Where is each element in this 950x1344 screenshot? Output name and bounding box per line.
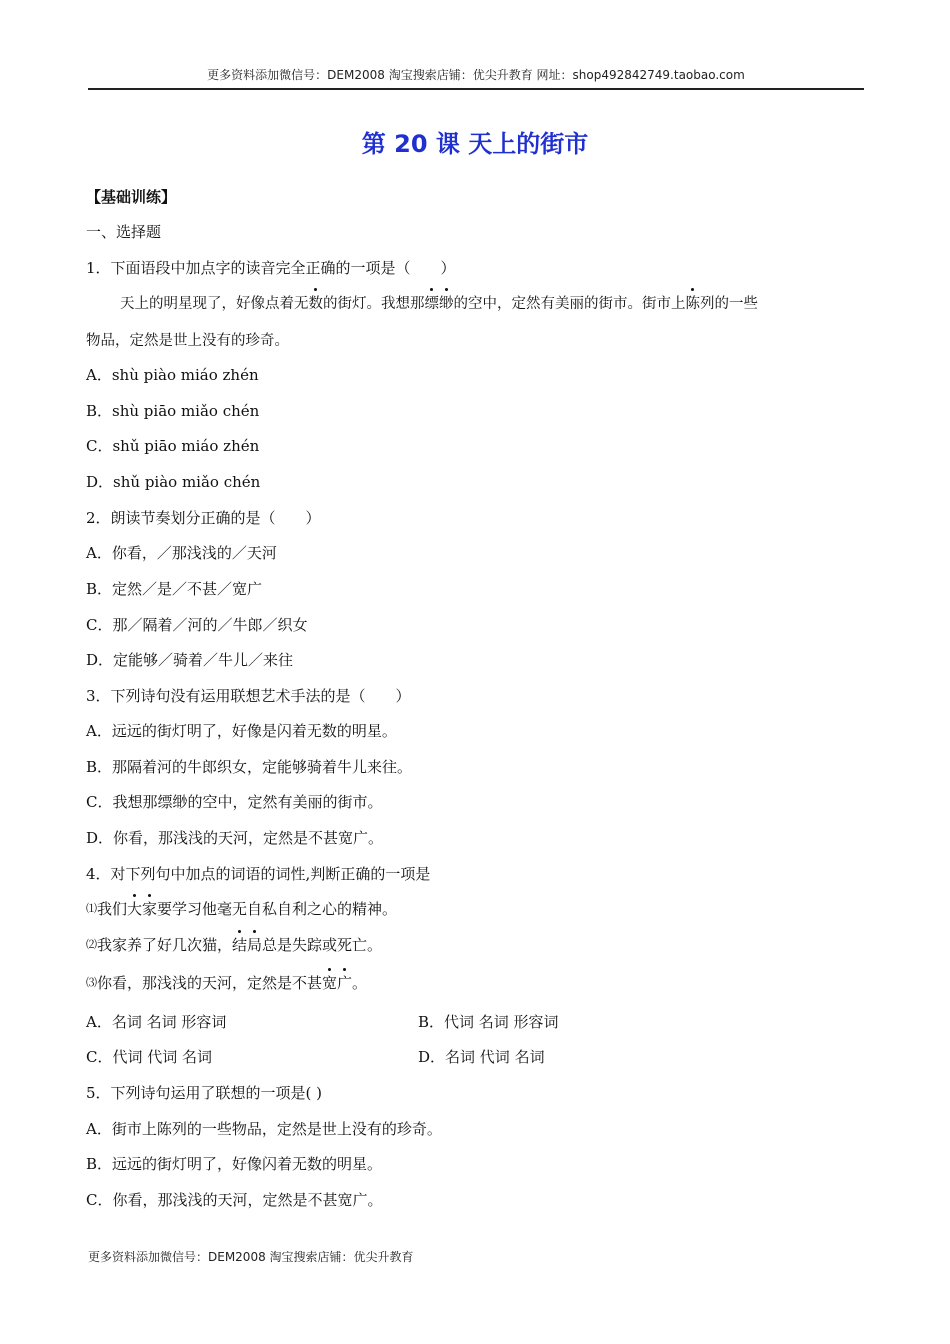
passage-text: 天上的明星现了，好像点着无	[120, 296, 309, 312]
question-4-sentence-2	[86, 934, 382, 955]
dotted-char: 局	[247, 936, 263, 954]
question-4-option-c: C．代词 代词 名词	[86, 1048, 213, 1066]
question-1-passage-line1	[120, 292, 758, 313]
question-3-option-c: C．我想那缥缈的空中，定然有美丽的街市。	[86, 793, 383, 811]
dotted-char: 数	[309, 292, 324, 313]
question-1-option-a: A．shù piào miáo zhén	[86, 366, 259, 384]
sentence-text: 。	[352, 974, 368, 992]
question-3-option-b: B．那隔着河的牛郎织女，定能够骑着牛儿来往。	[86, 758, 413, 776]
question-3-option-d: D．你看，那浅浅的天河，定然是不甚宽广。	[86, 829, 384, 847]
question-2-option-d: D．定能够／骑着／牛儿／来往	[86, 651, 294, 669]
sentence-text: 我家养了好几次猫，	[97, 936, 233, 954]
question-2-option-b: B．定然／是／不甚／宽广	[86, 580, 263, 598]
item-number: ⑴	[86, 902, 97, 915]
dotted-word	[127, 900, 157, 918]
question-5-stem: 5．下列诗句运用了联想的一项是( )	[86, 1084, 323, 1102]
dotted-char: 结	[232, 936, 248, 954]
dotted-word	[322, 974, 352, 992]
page-title: 第 20 课 天上的街市	[361, 130, 589, 158]
question-5-option-c: C．你看，那浅浅的天河，定然是不甚宽广。	[86, 1191, 383, 1209]
dotted-char: 宽	[322, 974, 338, 992]
dotted-char: 广	[337, 974, 353, 992]
question-4-option-a: A．名词 名词 形容词	[86, 1013, 227, 1031]
question-5-option-a: A．街市上陈列的一些物品，定然是世上没有的珍奇。	[86, 1120, 442, 1138]
question-3-stem: 3．下列诗句没有运用联想艺术手法的是（ ）	[86, 687, 411, 705]
item-number: ⑵	[86, 938, 97, 951]
passage-text: 的街灯。我想那	[323, 296, 425, 312]
question-2-option-a: A．你看，／那浅浅的／天河	[86, 544, 277, 562]
section-heading: 【基础训练】	[86, 188, 177, 206]
question-4-option-b: B．代词 名词 形容词	[418, 1013, 559, 1031]
dotted-char: 缥	[425, 292, 440, 313]
question-4-option-d: D．名词 代词 名词	[418, 1048, 545, 1066]
page-footer: 更多资料添加微信号：DEM2008 淘宝搜索店铺：优尖升教育	[88, 1250, 414, 1264]
question-1-option-b: B．shù piāo miǎo chén	[86, 402, 260, 420]
dotted-char: 陈	[686, 292, 701, 313]
dotted-char: 大	[127, 900, 143, 918]
dotted-char: 家	[142, 900, 158, 918]
question-2-option-c: C．那／隔着／河的／牛郎／织女	[86, 616, 308, 634]
question-5-option-b: B．远远的街灯明了，好像闪着无数的明星。	[86, 1155, 383, 1173]
item-number: ⑶	[86, 976, 97, 989]
question-3-option-a: A．远远的街灯明了，好像是闪着无数的明星。	[86, 722, 397, 740]
passage-text: 列的一些	[700, 296, 758, 312]
dotted-word	[232, 936, 262, 954]
question-1-option-d: D．shǔ piào miǎo chén	[86, 473, 261, 491]
question-4-sentence-3	[86, 972, 367, 993]
dotted-char: 缈	[439, 292, 454, 313]
question-4-sentence-1	[86, 898, 397, 919]
question-1-option-c: C．shǔ piāo miáo zhén	[86, 437, 260, 455]
question-4-stem: 4．对下列句中加点的词语的词性,判断正确的一项是	[86, 865, 431, 883]
sentence-text: 总是失踪或死亡。	[262, 936, 383, 954]
sentence-text: 要学习他毫无自私自利之心的精神。	[157, 900, 398, 918]
part-heading: 一、选择题	[86, 223, 162, 241]
question-2-stem: 2．朗读节奏划分正确的是（ ）	[86, 509, 321, 527]
question-1-passage-line2: 物品，定然是世上没有的珍奇。	[86, 333, 289, 349]
passage-text: 的空中，定然有美丽的街市。街市上	[453, 296, 686, 312]
sentence-text: 你看，那浅浅的天河，定然是不甚	[97, 974, 323, 992]
question-1-stem: 1．下面语段中加点字的读音完全正确的一项是（ ）	[86, 259, 456, 277]
page-header: 更多资料添加微信号：DEM2008 淘宝搜索店铺：优尖升教育 网址：shop492842749.taobao.com	[88, 66, 864, 90]
sentence-text: 我们	[97, 900, 128, 918]
